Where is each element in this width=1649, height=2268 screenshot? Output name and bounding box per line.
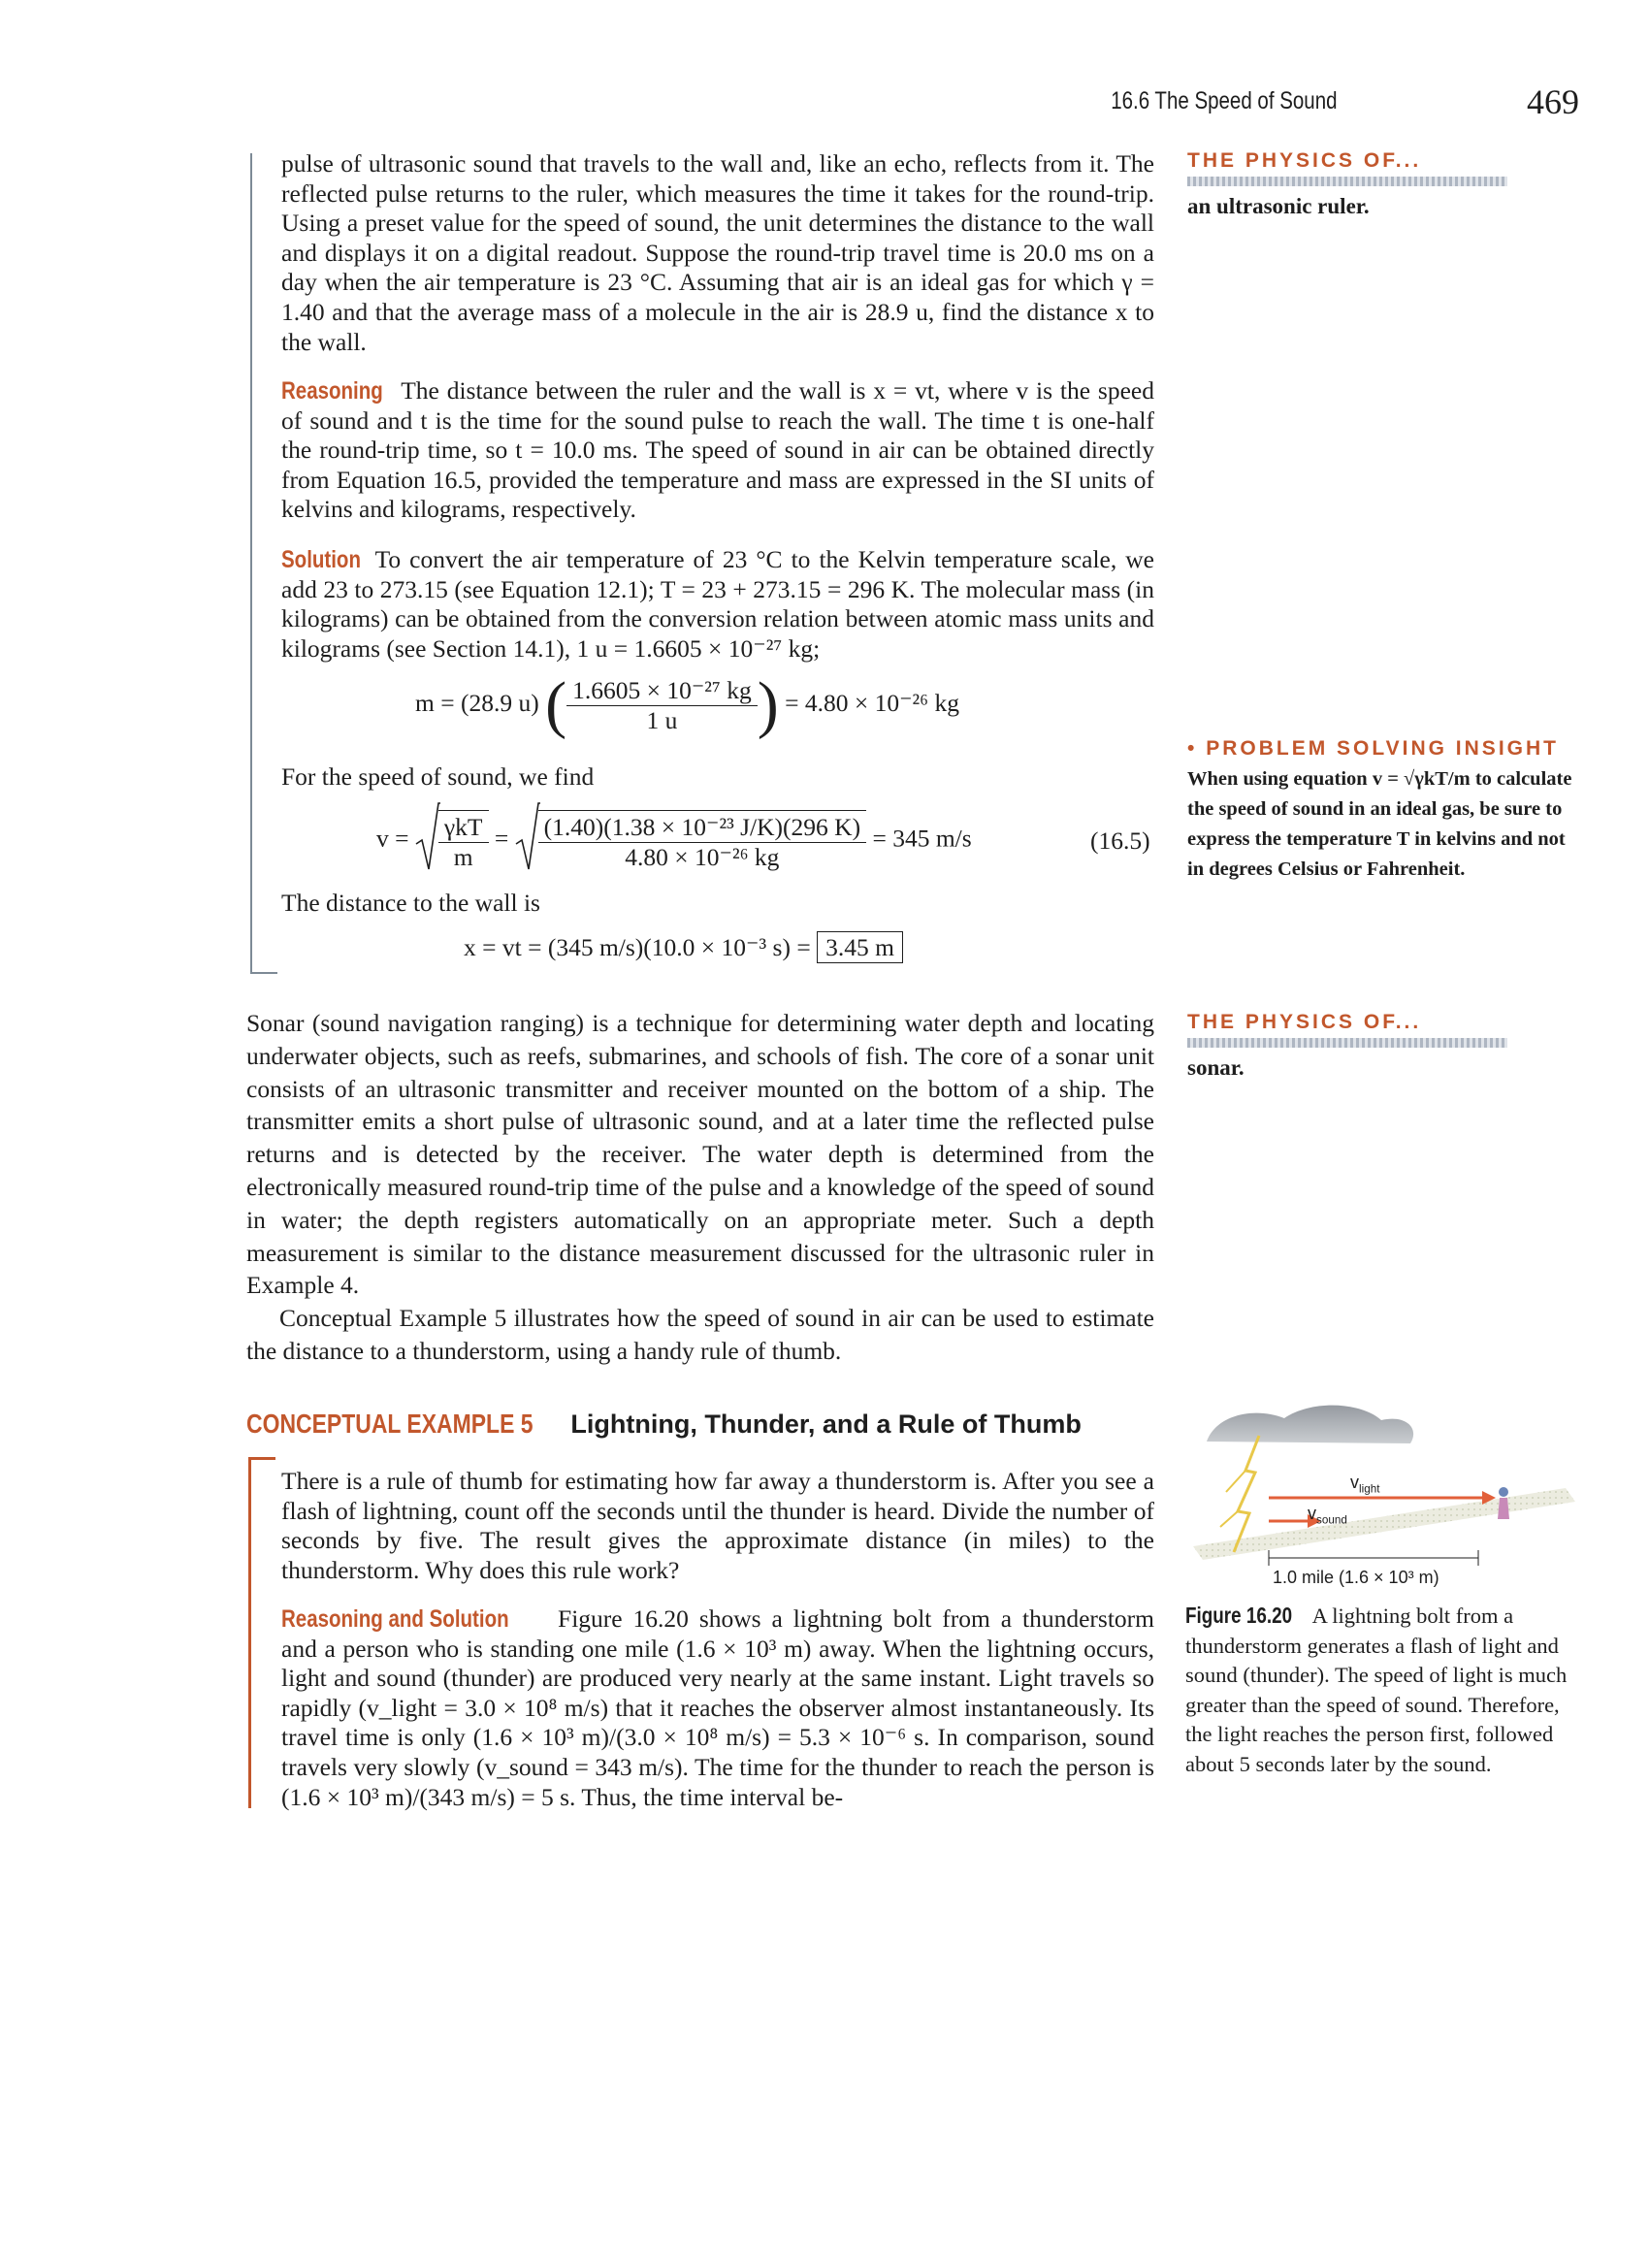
solution-text: To convert the air temperature of 23 °C to the Kelvin temperature scale, we add 23 to 273.15 (see Equation 12.1); T = 23 + 273.15 = 296 K. The molecular mass (in kilograms) can be obtained from the conversion relation between atomic mass units and kilograms (see Section 14.1), 1 u = 1.6605 × 10⁻²⁷ kg; bbox=[281, 545, 1154, 663]
physics-bar-2 bbox=[1187, 1038, 1507, 1048]
reasoning-text: The distance between the ruler and the wall is x = vt, where v is the speed of sound and t is the time for the sound pulse to reach the wall. The time t is one-half the round-trip time, so t = 10.0 ms. The speed of sound in air can be obtained directly from Equation 16.5, provided the temperature and mass are expressed in the SI units of kelvins and kilograms, respectively. bbox=[281, 376, 1154, 524]
eq1-lhs: m = (28.9 u) bbox=[415, 688, 539, 717]
sonar-paragraph-1: Sonar (sound navigation ranging) is a technique for determining water depth and locating underwater objects, such as reefs, submarines, and schools of fish. The core of a sonar unit consists of an ultrasonic transmitter and receiver mounted on the bottom of a ship. The transmitter emits a short pulse of ultrasonic sound, and at a later time the reflected pulse returns and is detected by the receiver. The water depth is determined from the electronically measured round-trip time of the pulse and a knowledge of the speed of sound in water; the depth registers automatically on an appropriate meter. Such a depth measurement is similar to the distance measurement discussed for the ultrasonic ruler in Example 4. bbox=[246, 1009, 1154, 1300]
distance-label: 1.0 mile (1.6 × 10³ m) bbox=[1273, 1568, 1439, 1587]
reasoning-solution-text: Figure 16.20 shows a lightning bolt from a thunderstorm and a person who is standing one mile (1.6 × 10³ m) away. When the lightning occurs, light and sound (thunder) are produced very nearly at the same instant. Light travels so rapidly (v_light = 3.0 × 10⁸ m/s) that it reaches the observer almost instantaneously. Its travel time is only (1.6 × 10³ m)/(3.0 × 10⁸ m/s) = 5.3 × 10⁻⁶ s. In comparison, sound travels very slowly (v_sound = 343 m/s). The time for the thunder to reach the person is (1.6 × 10³ m)/(343 m/s) = 5 s. Thus, the time interval be- bbox=[281, 1604, 1155, 1811]
figure-lightning bbox=[1187, 1385, 1575, 1606]
equation-distance bbox=[464, 933, 903, 962]
sonar-section bbox=[246, 1007, 1154, 1368]
lightning-bolt-icon bbox=[1234, 1436, 1259, 1552]
example4-reasoning bbox=[281, 376, 1154, 525]
example5-question-text: There is a rule of thumb for estimating how far away a thunderstorm is. After you see a flash of lightning, count off the seconds until the thunder is heard. Divide the number of seconds by five. The result gives the approximate distance (in miles) to the thunderstorm. Why does this rule work? bbox=[281, 1467, 1154, 1584]
figure-label: Figure 16.20 bbox=[1185, 1603, 1293, 1628]
eq2-num2: (1.40)(1.38 × 10⁻²³ J/K)(296 K) bbox=[538, 813, 866, 843]
eq2-lhs: v = bbox=[376, 824, 409, 853]
example4-rule-foot bbox=[250, 972, 277, 974]
example5-rule bbox=[248, 1457, 251, 1808]
physics-label-1: THE PHYSICS OF... bbox=[1187, 149, 1422, 172]
distance-intro-text: The distance to the wall is bbox=[281, 889, 540, 917]
physics-topic-1: an ultrasonic ruler. bbox=[1187, 194, 1370, 218]
eq2-equals: = bbox=[494, 824, 509, 853]
solution-label: Solution bbox=[281, 546, 361, 573]
eq2-den2: 4.80 × 10⁻²⁶ kg bbox=[625, 842, 780, 871]
physics-label-2: THE PHYSICS OF... bbox=[1187, 1011, 1422, 1033]
sqrt-symbol-1 bbox=[415, 801, 440, 880]
physics-of-sonar bbox=[1187, 1011, 1507, 1081]
insight-text: When using equation v = √γkT/m to calculate the speed of sound in an ideal gas, be sure to express the temperature T in kelvins and not in degrees Celsius or Fahrenheit. bbox=[1187, 768, 1572, 880]
figure-caption-text: A lightning bolt from a thunderstorm generates a flash of light and sound (thunder). The speed of light is much greater than the speed of sound. Therefore, the light reaches the person first, followed about 5 seconds later by the sound. bbox=[1185, 1604, 1568, 1776]
eq2-num1: γkT bbox=[438, 813, 489, 843]
insight-heading bbox=[1187, 737, 1575, 761]
v-sound-subscript: sound bbox=[1316, 1513, 1347, 1527]
eq1-fraction bbox=[566, 676, 758, 735]
example5-rule-top bbox=[248, 1457, 275, 1460]
running-header: 16.6 The Speed of Sound bbox=[1110, 87, 1337, 114]
bullet-icon: • bbox=[1187, 737, 1207, 760]
reasoning-label: Reasoning bbox=[281, 377, 383, 405]
person-icon bbox=[1499, 1487, 1508, 1497]
example5-question bbox=[281, 1467, 1154, 1585]
v-light-subscript: light bbox=[1359, 1482, 1380, 1496]
equation-speed bbox=[376, 801, 972, 880]
equation-tag: (16.5) bbox=[1090, 826, 1150, 855]
eq1-denominator: 1 u bbox=[646, 705, 678, 734]
v-light-label bbox=[1350, 1473, 1379, 1496]
eq2-den1: m bbox=[453, 842, 473, 871]
distance-intro bbox=[281, 889, 540, 919]
example5-label: CONCEPTUAL EXAMPLE 5 bbox=[246, 1409, 534, 1439]
sqrt-symbol-2 bbox=[515, 801, 540, 880]
answer-box: 3.45 m bbox=[817, 931, 903, 963]
eq2-fraction-1 bbox=[438, 810, 489, 872]
figure-caption bbox=[1185, 1601, 1573, 1779]
equation-mass: m = (28.9 u) ( $\frac{\text{1.6605 × 10⁻²⁷ kg}}{1 u}$ ) = 4.80 × 10⁻²⁶ kg bbox=[415, 669, 959, 740]
reasoning-solution-label: Reasoning and Solution bbox=[281, 1605, 509, 1633]
eq1-numerator: 1.6605 × 10⁻²⁷ kg bbox=[566, 676, 758, 706]
physics-bar-1 bbox=[1187, 177, 1507, 186]
example5-title: Lightning, Thunder, and a Rule of Thumb bbox=[570, 1409, 1082, 1439]
problem-solving-insight bbox=[1187, 737, 1575, 885]
v-light-symbol: v bbox=[1350, 1473, 1359, 1492]
insight-label: PROBLEM SOLVING INSIGHT bbox=[1206, 737, 1559, 760]
eq2-fraction-2 bbox=[538, 810, 866, 872]
sonar-paragraph-2: Conceptual Example 5 illustrates how the speed of sound in air can be used to estimate the distance to a thunderstorm, using a handy rule of thumb. bbox=[246, 1304, 1154, 1365]
v-sound-label bbox=[1308, 1504, 1347, 1527]
speed-intro-text: For the speed of sound, we find bbox=[281, 762, 595, 791]
cloud-icon bbox=[1207, 1406, 1413, 1443]
example5-reasoning-solution bbox=[281, 1604, 1154, 1812]
example4-solution bbox=[281, 545, 1154, 664]
eq3-expression: x = vt = (345 m/s)(10.0 × 10⁻³ s) = bbox=[464, 933, 811, 961]
physics-of-ruler bbox=[1187, 149, 1507, 219]
example4-statement bbox=[281, 149, 1154, 357]
speed-intro bbox=[281, 762, 594, 793]
example4-statement-text: pulse of ultrasonic sound that travels to the wall and, like an echo, reflects from it. The reflected pulse returns to the ruler, which measures the time it takes for the round-trip. Using a preset value for the speed of sound, the unit determines the distance to the wall and displays it on a digital readout. Suppose the round-trip travel time is 20.0 ms on a day when the air temperature is 23 °C. Assuming that air is an ideal gas for which γ = 1.40 and that the average mass of a molecule in the air is 28.9 u, find the distance x to the wall. bbox=[281, 149, 1154, 356]
physics-topic-2: sonar. bbox=[1187, 1055, 1245, 1080]
example5-heading bbox=[246, 1409, 1082, 1440]
v-sound-symbol: v bbox=[1308, 1504, 1316, 1523]
page-number: 469 bbox=[1527, 82, 1579, 121]
example4-rule bbox=[250, 153, 252, 974]
eq2-rhs: = 345 m/s bbox=[872, 824, 972, 853]
eq1-rhs: = 4.80 × 10⁻²⁶ kg bbox=[785, 688, 959, 717]
